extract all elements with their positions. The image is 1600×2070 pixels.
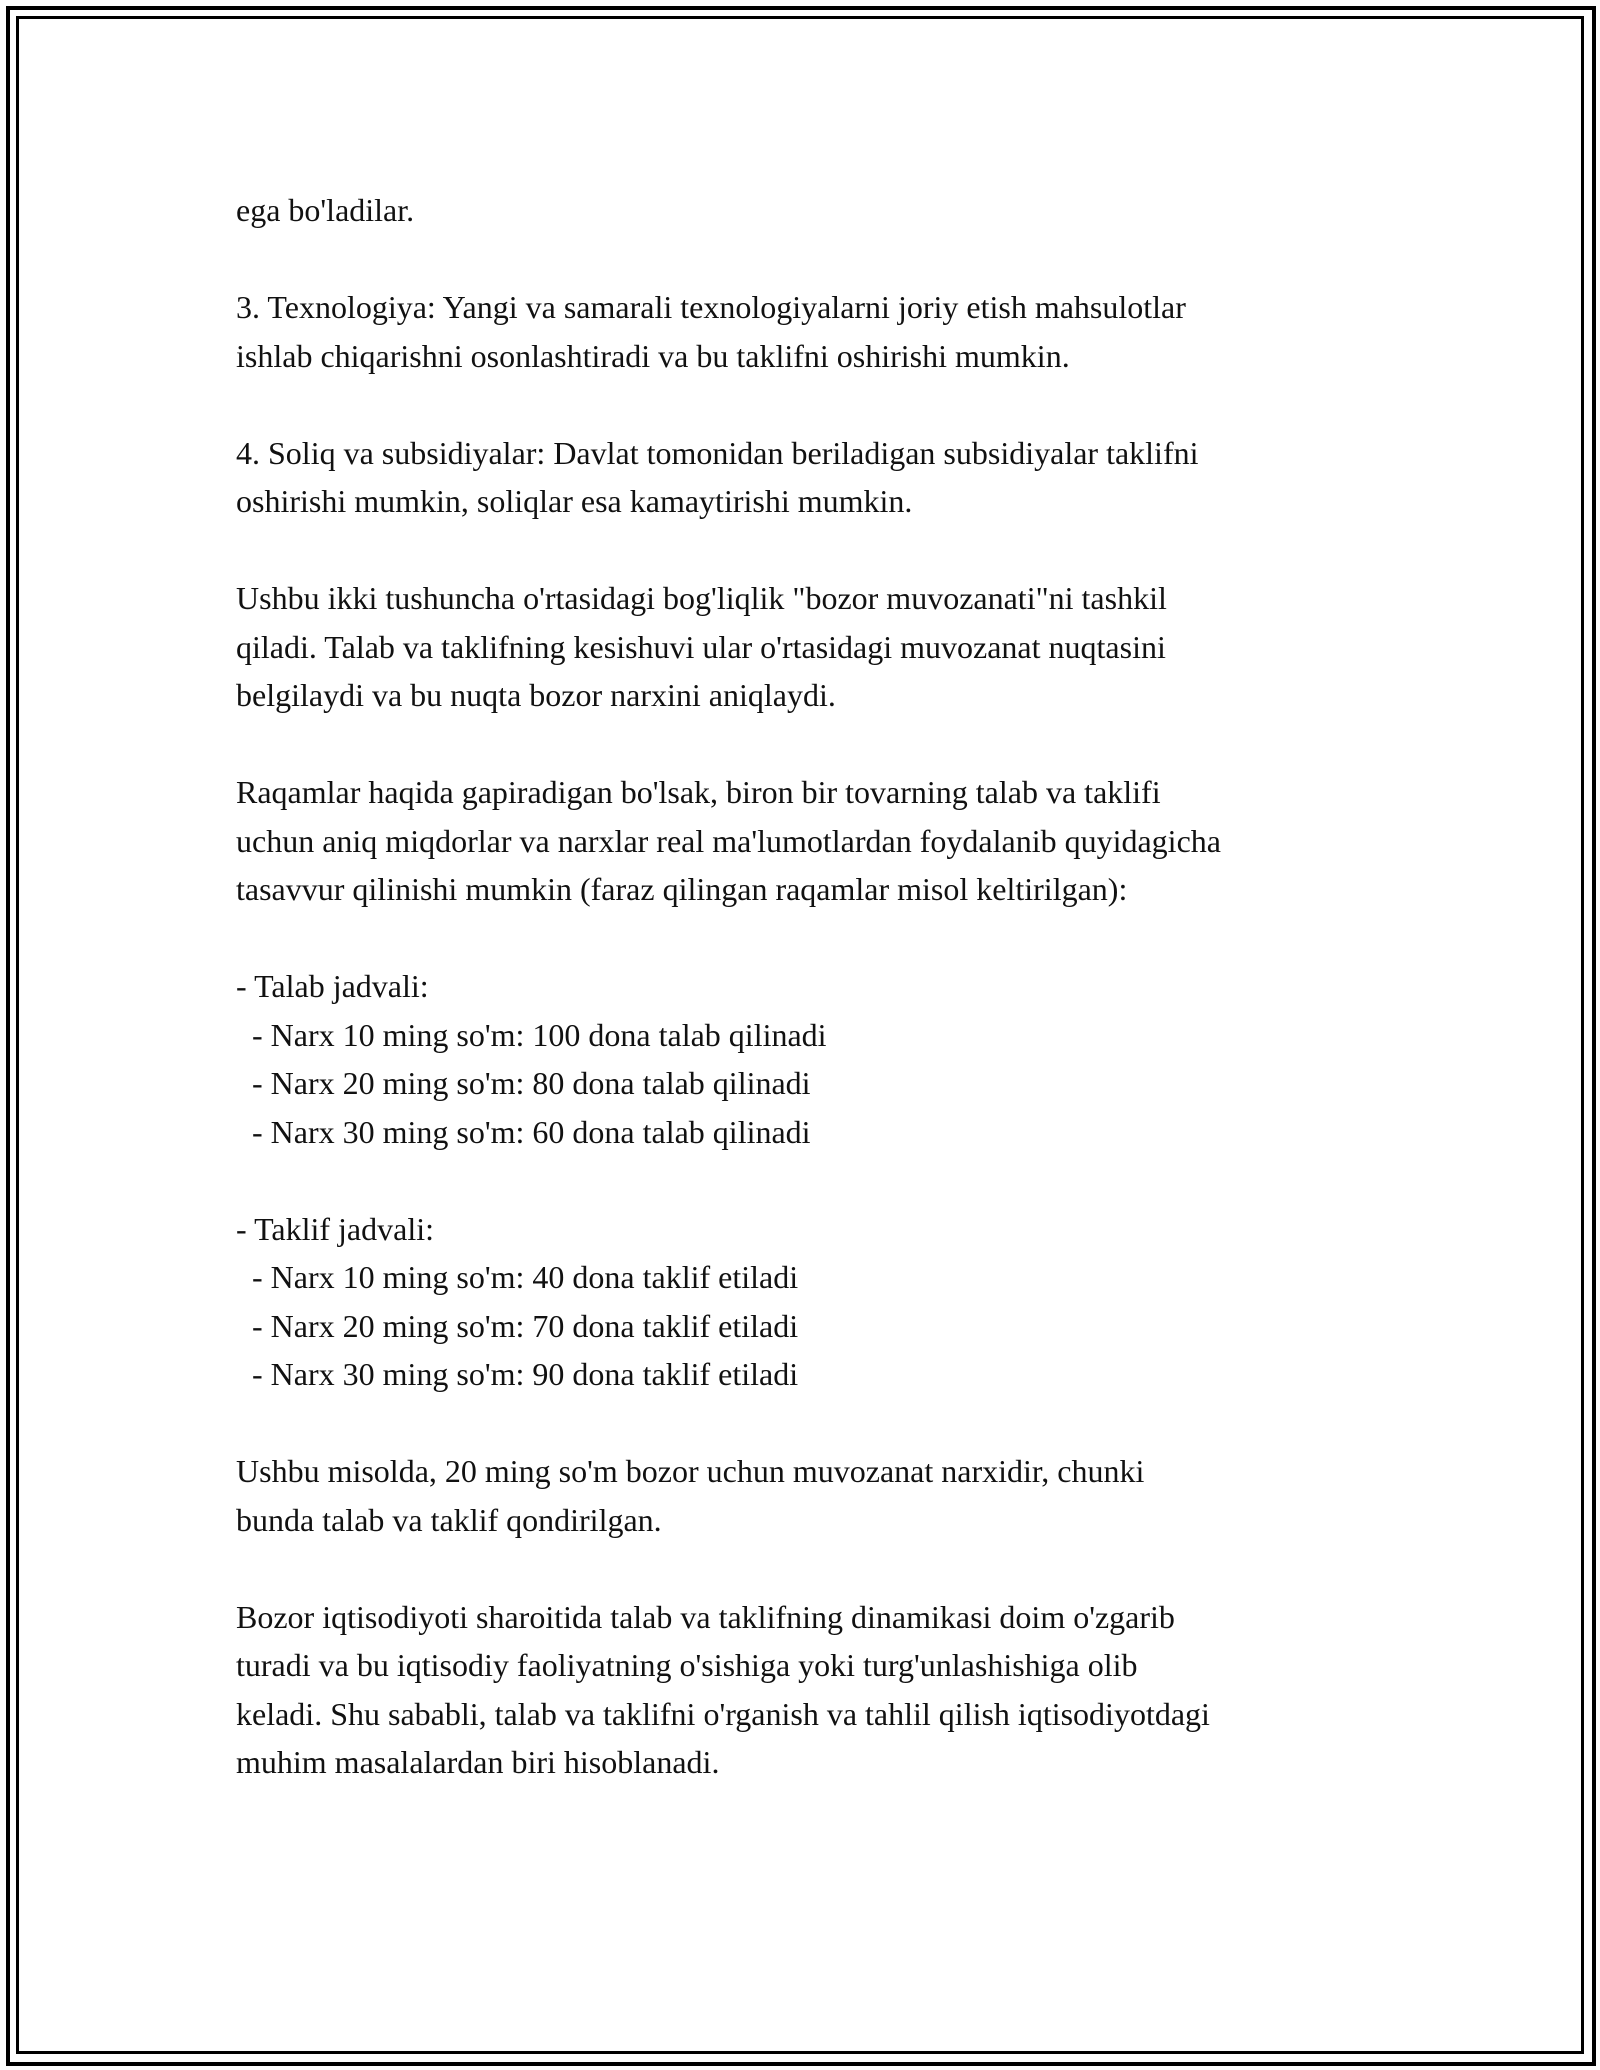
text-line: Raqamlar haqida gapiradigan bo'lsak, biron bir tovarning talab va taklifi bbox=[236, 774, 1161, 810]
text-line: Ushbu ikki tushuncha o'rtasidagi bog'liqlik "bozor muvozanati"ni tashkil bbox=[236, 580, 1167, 616]
text-line: ishlab chiqarishni osonlashtiradi va bu taklifni oshirishi mumkin. bbox=[236, 337, 1070, 374]
demand-schedule-list bbox=[236, 962, 1386, 1156]
paragraph bbox=[236, 768, 1386, 914]
text-line: 3. Texnologiya: Yangi va samarali texnologiyalarni joriy etish mahsulotlar bbox=[236, 289, 1186, 325]
paragraph bbox=[236, 574, 1386, 720]
text-line: ega bo'ladilar. bbox=[236, 192, 415, 228]
text-line: bunda talab va taklif qondirilgan. bbox=[236, 1501, 662, 1538]
text-line: Bozor iqtisodiyoti sharoitida talab va taklifning dinamikasi doim o'zgarib bbox=[236, 1598, 1175, 1635]
paragraph bbox=[236, 186, 1386, 235]
paragraph bbox=[236, 429, 1386, 526]
paragraph bbox=[236, 283, 1386, 380]
text-line: oshirishi mumkin, soliqlar esa kamaytirishi mumkin. bbox=[236, 483, 913, 519]
paragraph bbox=[236, 1447, 1386, 1544]
text-line: tasavvur qilinishi mumkin (faraz qilingan raqamlar misol keltirilgan): bbox=[236, 871, 1128, 907]
list-item: - Narx 20 ming so'm: 70 dona taklif etiladi bbox=[236, 1307, 799, 1344]
list-item: - Narx 10 ming so'm: 100 dona talab qilinadi bbox=[236, 1016, 827, 1053]
text-line: uchun aniq miqdorlar va narxlar real ma'lumotlardan foydalanib quyidagicha bbox=[236, 822, 1221, 859]
list-heading: - Taklif jadvali: bbox=[236, 1210, 434, 1247]
paragraph bbox=[236, 1593, 1386, 1787]
list-item: - Narx 20 ming so'm: 80 dona talab qilinadi bbox=[236, 1065, 811, 1101]
list-item: - Narx 30 ming so'm: 90 dona taklif etiladi bbox=[236, 1356, 799, 1392]
text-line: qiladi. Talab va taklifning kesishuvi ular o'rtasidagi muvozanat nuqtasini bbox=[236, 628, 1166, 665]
text-line: muhim masalalardan biri hisoblanadi. bbox=[236, 1744, 720, 1780]
text-line: turadi va bu iqtisodiy faoliyatning o'sishiga yoki turg'unlashishiga olib bbox=[236, 1647, 1138, 1683]
text-line: belgilaydi va bu nuqta bozor narxini aniqlaydi. bbox=[236, 677, 836, 713]
list-item: - Narx 30 ming so'm: 60 dona talab qilinadi bbox=[236, 1113, 811, 1150]
text-line: keladi. Shu sababli, talab va taklifni o'rganish va tahlil qilish iqtisodiyotdagi bbox=[236, 1695, 1210, 1732]
text-line: 4. Soliq va subsidiyalar: Davlat tomonidan beriladigan subsidiyalar taklifni bbox=[236, 434, 1199, 471]
document-body bbox=[236, 186, 1386, 1835]
supply-schedule-list bbox=[236, 1205, 1386, 1399]
list-heading: - Talab jadvali: bbox=[236, 968, 429, 1004]
list-item: - Narx 10 ming so'm: 40 dona taklif etiladi bbox=[236, 1259, 799, 1295]
text-line: Ushbu misolda, 20 ming so'm bozor uchun muvozanat narxidir, chunki bbox=[236, 1453, 1145, 1489]
